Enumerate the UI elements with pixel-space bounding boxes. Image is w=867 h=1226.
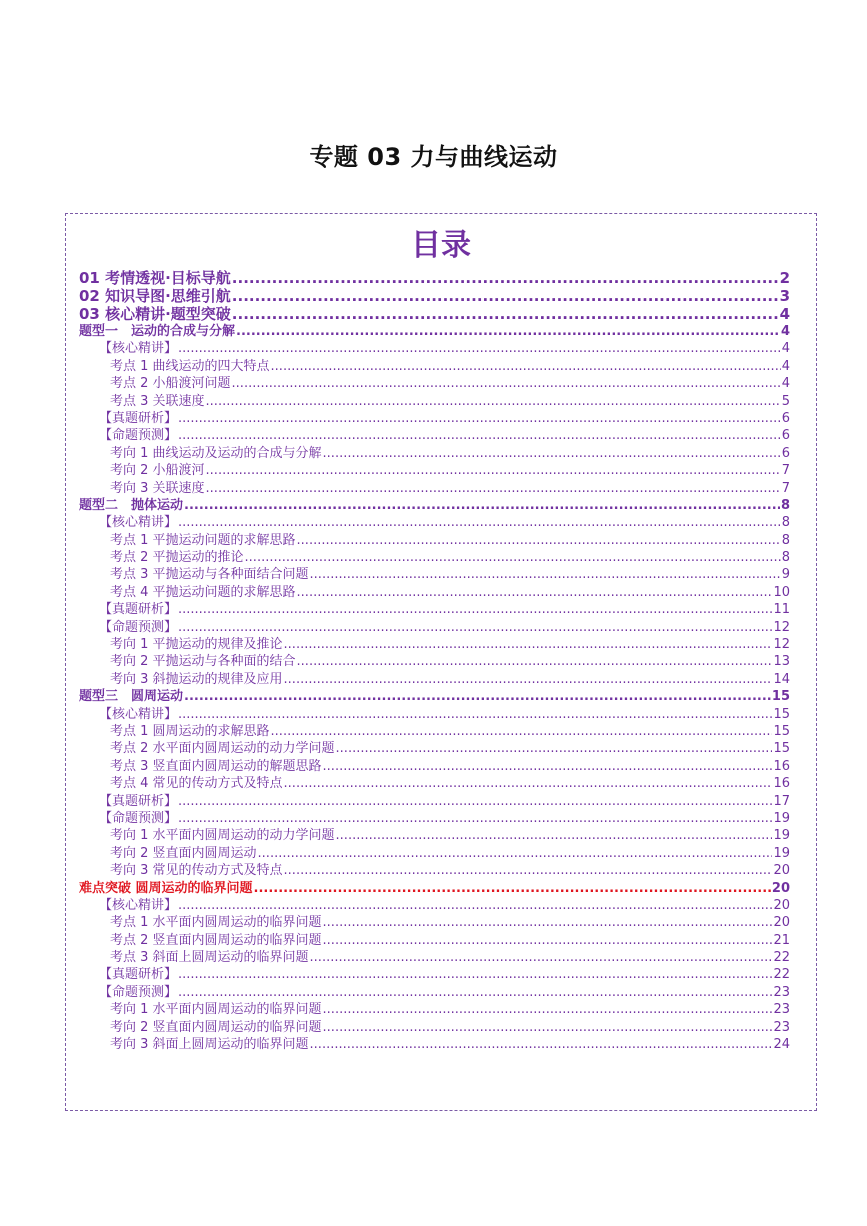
toc-entry-page: 4 <box>781 341 790 357</box>
toc-entry[interactable] <box>79 393 790 410</box>
toc-entry-title: 题型一 运动的合成与分解 <box>79 324 236 339</box>
toc-entry-page: 24 <box>773 1037 790 1053</box>
toc-dot-leader <box>323 758 773 775</box>
toc-entry[interactable] <box>79 932 790 949</box>
toc-entry-title: 考点 3 竖直面内圆周运动的解题思路 <box>110 758 322 774</box>
toc-entry-title: 【真题研析】 <box>99 793 178 809</box>
toc-entry-title: 题型二 抛体运动 <box>79 497 184 513</box>
toc-entry-page: 4 <box>780 324 790 339</box>
toc-entry-page: 8 <box>781 532 790 548</box>
document-title: 专题 03 力与曲线运动 <box>309 143 558 171</box>
toc-dot-leader <box>258 845 773 862</box>
toc-entry-page: 22 <box>773 950 790 966</box>
toc-entry[interactable] <box>79 305 790 323</box>
toc-entry-page: 17 <box>773 793 790 809</box>
toc-entry[interactable] <box>79 966 790 983</box>
toc-entry-title: 【真题研析】 <box>99 602 178 618</box>
toc-dot-leader <box>178 706 772 723</box>
toc-entry-page: 6 <box>781 445 790 461</box>
toc-entry-page: 12 <box>773 637 790 653</box>
toc-entry[interactable] <box>79 740 790 757</box>
toc-entry-page: 15 <box>773 723 790 739</box>
toc-entry[interactable] <box>79 723 790 740</box>
toc-entry-title: 考向 1 曲线运动及运动的合成与分解 <box>110 445 322 461</box>
toc-entry[interactable] <box>79 532 790 549</box>
toc-dot-leader <box>336 740 773 757</box>
toc-entry-title: 考向 2 竖直面内圆周运动 <box>110 845 257 861</box>
toc-dot-leader <box>297 584 773 601</box>
toc-dot-leader <box>284 671 773 688</box>
toc-entry-title: 考点 3 关联速度 <box>110 393 205 409</box>
toc-entry[interactable] <box>79 775 790 792</box>
toc-dot-leader <box>178 619 772 636</box>
toc-entry-title: 考点 2 竖直面内圆周运动的临界问题 <box>110 932 322 948</box>
toc-entry-title: 考点 4 常见的传动方式及特点 <box>110 776 283 792</box>
toc-entry[interactable] <box>79 880 790 897</box>
toc-entry-page: 23 <box>773 984 790 1000</box>
toc-entry-title: 考点 1 水平面内圆周运动的临界问题 <box>110 915 322 931</box>
toc-entry-page: 7 <box>781 480 790 496</box>
toc-dot-leader <box>310 1036 773 1053</box>
toc-entry-page: 7 <box>781 463 790 479</box>
toc-entry-page: 15 <box>771 689 790 705</box>
toc-dot-leader <box>178 984 772 1001</box>
toc-entry-title: 考点 3 斜面上圆周运动的临界问题 <box>110 950 309 966</box>
toc-entry-title: 考点 1 平抛运动问题的求解思路 <box>110 532 296 548</box>
toc-dot-leader <box>284 775 773 792</box>
toc-entry-title: 考向 1 水平面内圆周运动的临界问题 <box>110 1002 322 1018</box>
toc-entry-title: 考点 3 平抛运动与各种面结合问题 <box>110 567 309 583</box>
toc-entry-page: 9 <box>781 567 790 583</box>
toc-entry-title: 考向 3 关联速度 <box>110 480 205 496</box>
toc-entry-title: 【核心精讲】 <box>99 706 178 722</box>
toc-entry[interactable] <box>79 601 790 618</box>
toc-dot-leader <box>178 410 781 427</box>
toc-entry-title: 考点 1 圆周运动的求解思路 <box>110 723 270 739</box>
toc-dot-leader <box>323 445 781 462</box>
toc-entry-page: 19 <box>773 810 790 826</box>
toc-dot-leader <box>284 862 773 879</box>
toc-entry-page: 20 <box>773 915 790 931</box>
toc-entry[interactable] <box>79 619 790 636</box>
toc-entry[interactable] <box>79 445 790 462</box>
toc-entry[interactable] <box>79 549 790 566</box>
toc-list <box>79 269 790 1053</box>
toc-entry[interactable] <box>79 375 790 392</box>
toc-dot-leader <box>323 914 773 931</box>
toc-heading: 目录 <box>411 228 471 263</box>
toc-entry[interactable] <box>79 1036 790 1053</box>
toc-entry-page: 13 <box>773 654 790 670</box>
toc-entry[interactable] <box>79 827 790 844</box>
toc-entry[interactable] <box>79 340 790 357</box>
toc-dot-leader <box>184 497 780 514</box>
toc-entry-page: 19 <box>773 828 790 844</box>
toc-dot-leader <box>310 566 781 583</box>
toc-dot-leader <box>297 532 781 549</box>
toc-entry-page: 16 <box>773 758 790 774</box>
toc-entry[interactable] <box>79 706 790 723</box>
toc-entry-title: 考点 1 曲线运动的四大特点 <box>110 358 270 374</box>
toc-entry-page: 10 <box>773 584 790 600</box>
toc-dot-leader <box>323 1019 773 1036</box>
toc-dot-leader <box>245 549 781 566</box>
toc-dot-leader <box>184 688 771 705</box>
toc-dot-leader <box>232 305 779 323</box>
toc-entry-page: 12 <box>773 619 790 635</box>
toc-entry[interactable] <box>79 862 790 879</box>
toc-entry-page: 5 <box>781 393 790 409</box>
toc-entry-page: 6 <box>781 428 790 444</box>
toc-dot-leader <box>178 793 772 810</box>
toc-entry-title: 考点 2 水平面内圆周运动的动力学问题 <box>110 741 335 757</box>
toc-dot-leader <box>232 287 779 305</box>
toc-entry-page: 8 <box>781 550 790 566</box>
toc-dot-leader <box>323 932 773 949</box>
toc-dot-leader <box>178 514 781 531</box>
toc-entry-page: 14 <box>773 671 790 687</box>
toc-dot-leader <box>206 393 781 410</box>
toc-entry[interactable] <box>79 497 790 514</box>
toc-entry-title: 考向 2 小船渡河 <box>110 463 205 479</box>
toc-entry[interactable] <box>79 845 790 862</box>
toc-entry-page: 2 <box>779 269 790 287</box>
toc-entry-title: 考向 3 常见的传动方式及特点 <box>110 863 283 879</box>
toc-entry-title: 【命题预测】 <box>99 428 178 444</box>
toc-entry[interactable] <box>79 636 790 653</box>
toc-entry[interactable] <box>79 410 790 427</box>
toc-entry[interactable] <box>79 793 790 810</box>
toc-entry[interactable] <box>79 427 790 444</box>
toc-entry-title: 考向 1 水平面内圆周运动的动力学问题 <box>110 828 335 844</box>
toc-entry[interactable] <box>79 480 790 497</box>
toc-entry-title: 【核心精讲】 <box>99 897 178 913</box>
toc-dot-leader <box>297 653 773 670</box>
toc-dot-leader <box>336 827 773 844</box>
toc-entry-page: 19 <box>773 845 790 861</box>
toc-entry-title: 【真题研析】 <box>99 410 178 426</box>
toc-entry-title: 考向 3 斜抛运动的规律及应用 <box>110 671 283 687</box>
toc-dot-leader <box>178 601 772 618</box>
toc-entry-title: 【真题研析】 <box>99 967 178 983</box>
toc-entry-page: 15 <box>773 706 790 722</box>
toc-dot-leader <box>206 480 781 497</box>
toc-entry-page: 8 <box>781 515 790 531</box>
toc-dot-leader <box>178 340 781 357</box>
toc-dot-leader <box>232 269 779 287</box>
toc-entry[interactable] <box>79 810 790 827</box>
table-of-contents <box>65 213 817 1111</box>
toc-entry-title: 【命题预测】 <box>99 810 178 826</box>
toc-entry-page: 23 <box>773 1002 790 1018</box>
toc-entry[interactable] <box>79 462 790 479</box>
toc-entry-title: 考点 4 平抛运动问题的求解思路 <box>110 584 296 600</box>
toc-entry-title: 【命题预测】 <box>99 984 178 1000</box>
toc-entry-page: 23 <box>773 1019 790 1035</box>
toc-entry[interactable] <box>79 758 790 775</box>
toc-entry[interactable] <box>79 514 790 531</box>
toc-entry-title: 【核心精讲】 <box>99 341 178 357</box>
toc-dot-leader <box>178 897 772 914</box>
toc-entry[interactable] <box>79 269 790 287</box>
toc-entry[interactable] <box>79 949 790 966</box>
toc-entry-title: 考向 1 平抛运动的规律及推论 <box>110 637 283 653</box>
toc-entry-page: 21 <box>773 932 790 948</box>
toc-entry-page: 6 <box>781 410 790 426</box>
toc-entry-title: 考点 2 平抛运动的推论 <box>110 550 244 566</box>
toc-entry-page: 20 <box>771 880 790 896</box>
toc-dot-leader <box>323 1001 773 1018</box>
toc-entry-page: 15 <box>773 741 790 757</box>
toc-entry-page: 3 <box>779 287 790 305</box>
toc-entry-title: 01 考情透视·目标导航 <box>79 269 231 287</box>
toc-dot-leader <box>178 427 781 444</box>
toc-entry[interactable] <box>79 566 790 583</box>
toc-entry-title: 03 核心精讲·题型突破 <box>79 305 231 323</box>
toc-entry-title: 【核心精讲】 <box>99 515 178 531</box>
toc-entry-title: 考向 3 斜面上圆周运动的临界问题 <box>110 1037 309 1053</box>
toc-entry-page: 8 <box>780 497 790 513</box>
toc-entry[interactable] <box>79 984 790 1001</box>
toc-dot-leader <box>284 636 773 653</box>
toc-entry-title: 考点 2 小船渡河问题 <box>110 376 231 392</box>
toc-dot-leader <box>271 358 781 375</box>
toc-entry-title: 考向 2 竖直面内圆周运动的临界问题 <box>110 1019 322 1035</box>
toc-dot-leader <box>178 810 772 827</box>
toc-entry[interactable] <box>79 1001 790 1018</box>
toc-entry-title: 难点突破 圆周运动的临界问题 <box>79 880 253 896</box>
toc-dot-leader <box>254 880 771 897</box>
toc-entry-page: 22 <box>773 967 790 983</box>
toc-entry-page: 16 <box>773 776 790 792</box>
toc-entry-title: 题型三 圆周运动 <box>79 689 184 705</box>
toc-entry[interactable] <box>79 358 790 375</box>
toc-entry-page: 20 <box>773 897 790 913</box>
toc-dot-leader <box>271 723 773 740</box>
toc-entry[interactable] <box>79 323 790 340</box>
toc-entry-page: 4 <box>781 376 790 392</box>
toc-entry-page: 4 <box>781 358 790 374</box>
toc-entry-page: 4 <box>779 305 790 323</box>
toc-entry-title: 【命题预测】 <box>99 619 178 635</box>
toc-dot-leader <box>232 375 781 392</box>
toc-entry[interactable] <box>79 1019 790 1036</box>
toc-entry[interactable] <box>79 287 790 305</box>
toc-entry-title: 02 知识导图·思维引航 <box>79 287 231 305</box>
toc-dot-leader <box>236 323 780 340</box>
toc-dot-leader <box>178 966 772 983</box>
toc-entry[interactable] <box>79 671 790 688</box>
toc-entry-page: 11 <box>773 602 790 618</box>
toc-dot-leader <box>310 949 773 966</box>
toc-entry[interactable] <box>79 653 790 670</box>
toc-entry[interactable] <box>79 914 790 931</box>
toc-entry-page: 20 <box>773 863 790 879</box>
toc-entry-title: 考向 2 平抛运动与各种面的结合 <box>110 654 296 670</box>
toc-entry[interactable] <box>79 584 790 601</box>
toc-entry[interactable] <box>79 688 790 705</box>
toc-entry[interactable] <box>79 897 790 914</box>
toc-dot-leader <box>206 462 781 479</box>
